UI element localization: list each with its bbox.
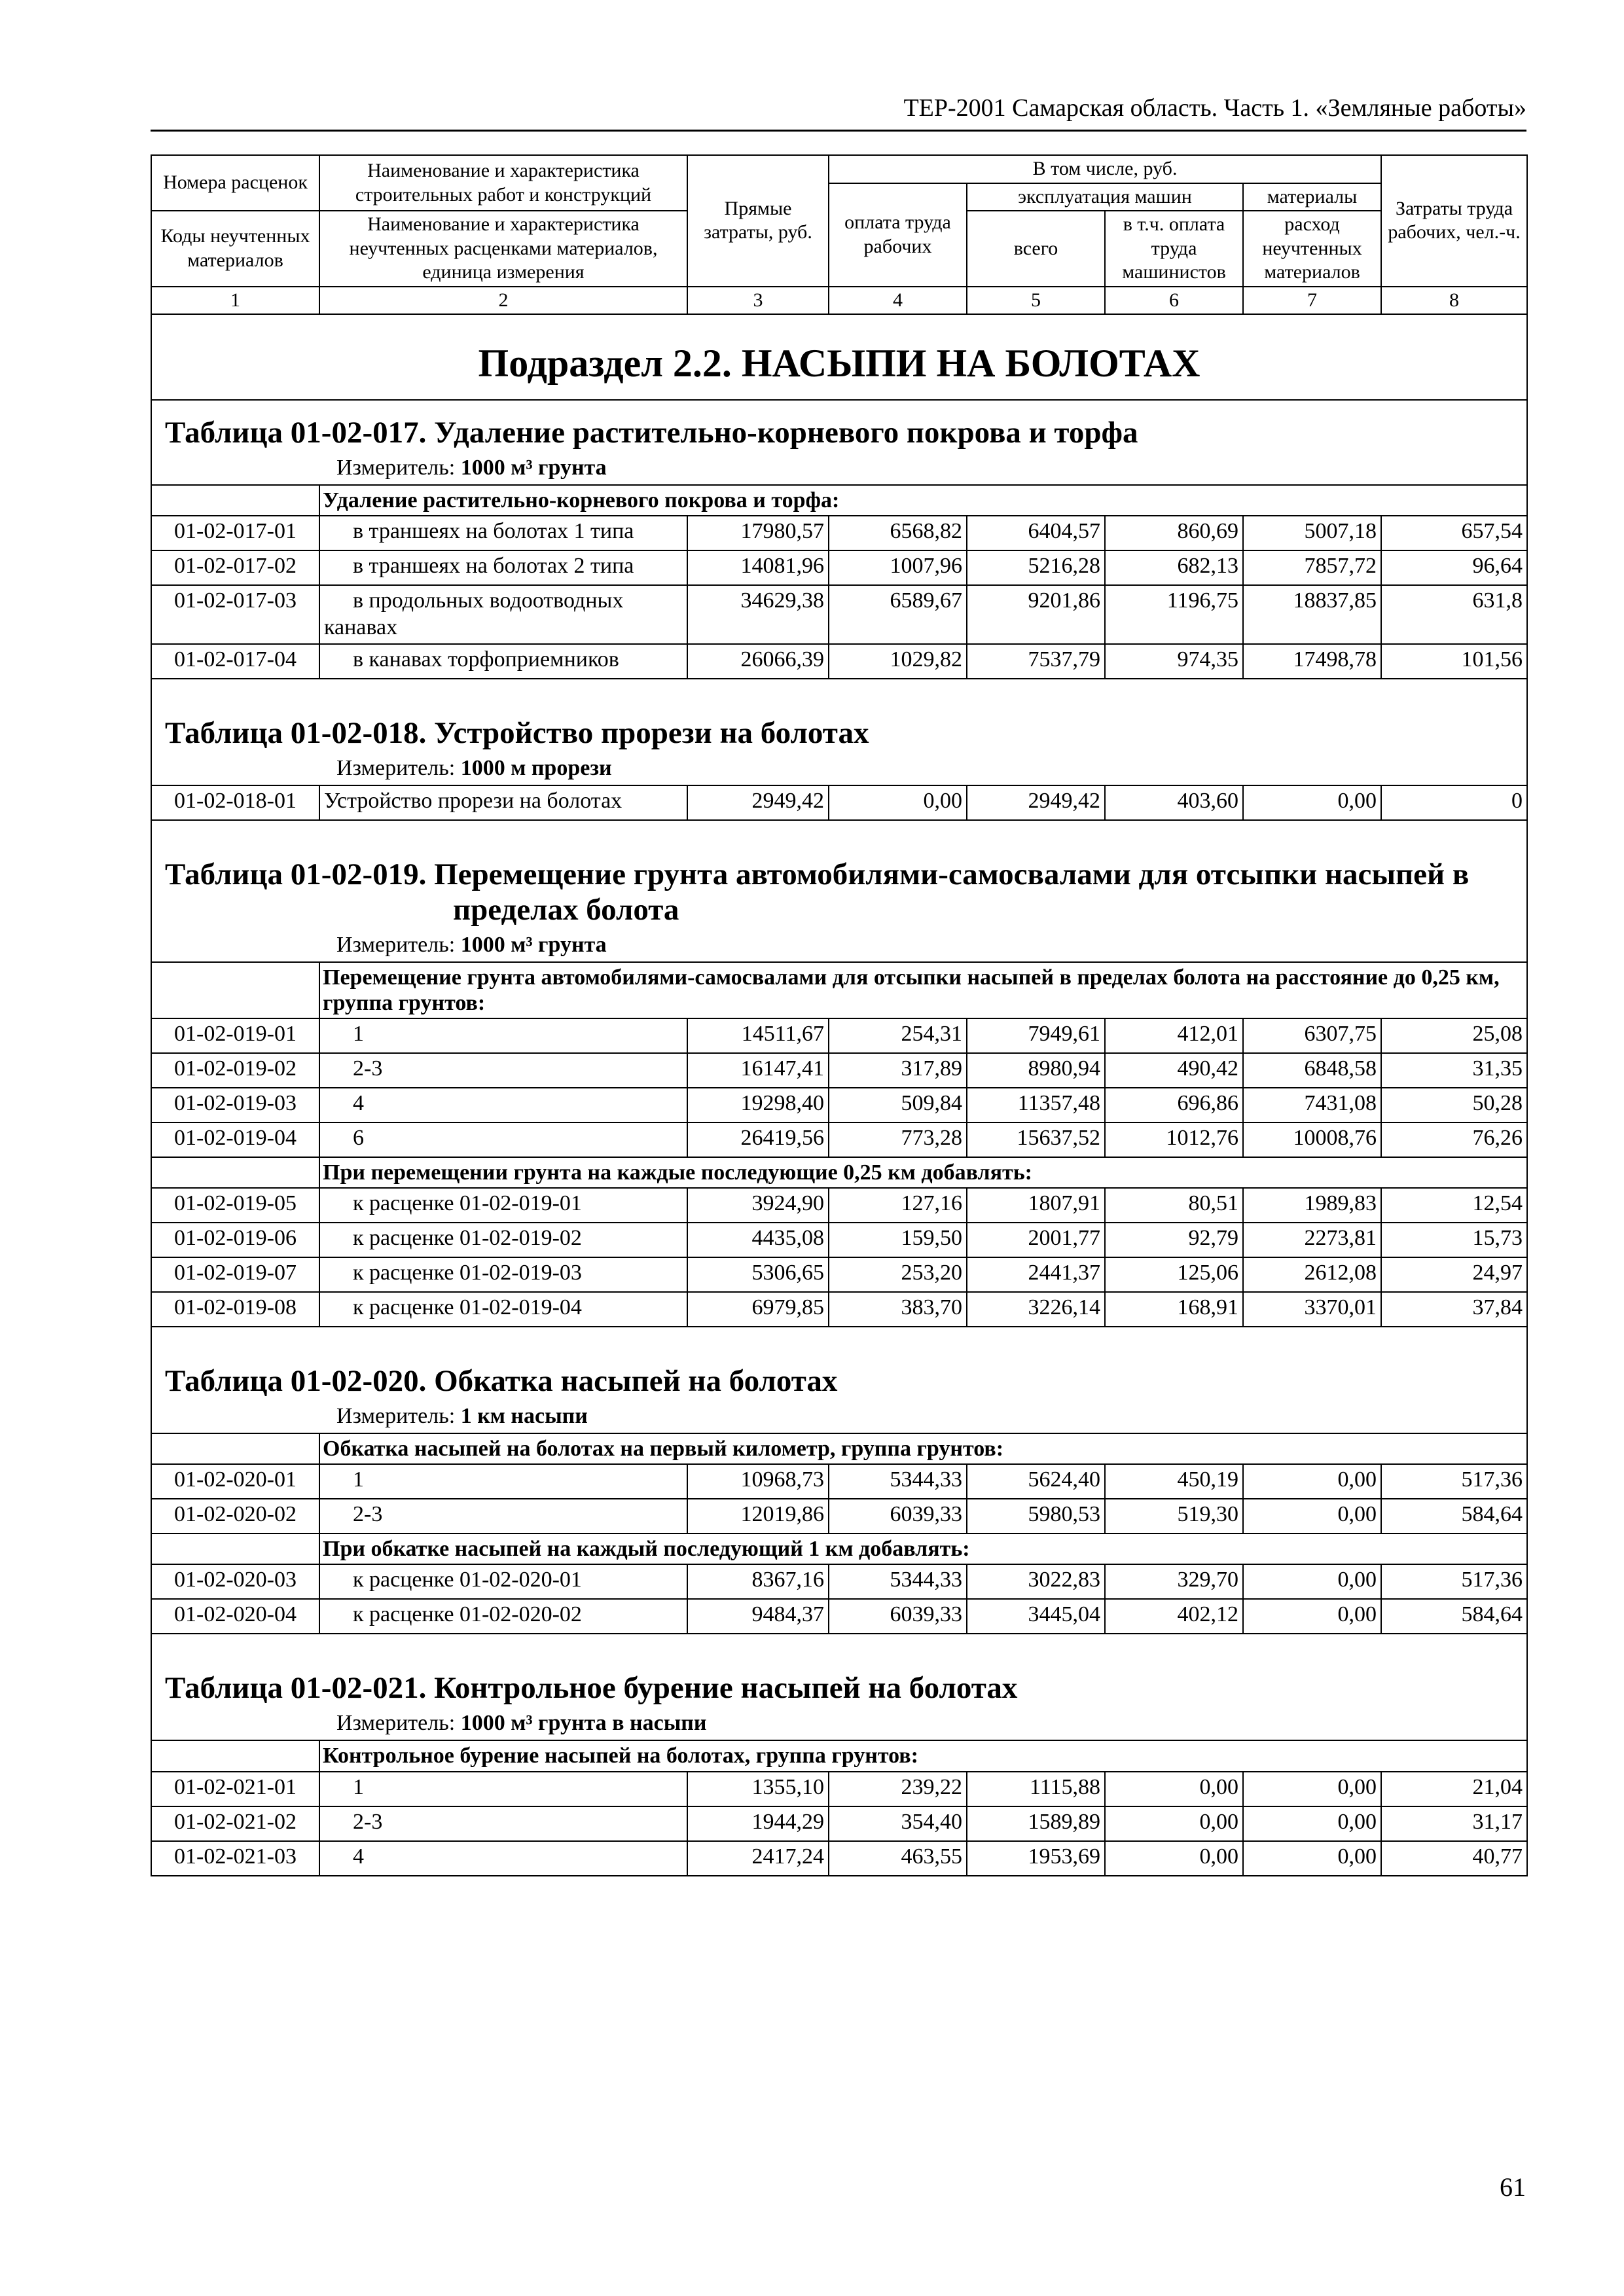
materials-cost: 10008,76 [1243,1122,1381,1157]
table-row [151,1053,1527,1088]
operator-wages: 80,51 [1105,1188,1243,1223]
group-label: Удаление растительно-корневого покрова и торфа: [319,485,1527,516]
rate-code: 01-02-021-01 [151,1772,319,1806]
header-rule [151,130,1526,132]
direct-cost: 12019,86 [687,1499,829,1534]
direct-cost: 3924,90 [687,1188,829,1223]
labor-hours: 25,08 [1381,1018,1527,1053]
operator-wages: 412,01 [1105,1018,1243,1053]
rate-code: 01-02-020-04 [151,1599,319,1634]
meter-row [151,453,1527,485]
operator-wages: 402,12 [1105,1599,1243,1634]
work-name-line: 1 [353,1774,364,1799]
labor-wages: 5344,33 [829,1464,967,1499]
machine-total: 5624,40 [967,1464,1105,1499]
table-title-text: Таблица 01-02-021. Контрольное бурение насыпей на болотах [165,1671,1018,1706]
table-row [151,585,1527,644]
operator-wages: 682,13 [1105,550,1243,585]
work-name-line: 1 [353,1022,364,1047]
materials-cost: 0,00 [1243,1464,1381,1499]
group-row [151,1740,1527,1771]
labor-hours: 96,64 [1381,550,1527,585]
labor-hours: 50,28 [1381,1088,1527,1122]
labor-wages: 509,84 [829,1088,967,1122]
machine-total: 1807,91 [967,1188,1105,1223]
col3-header: Прямые затраты, руб. [687,155,829,287]
machine-total: 2001,77 [967,1223,1105,1257]
rate-code: 01-02-020-03 [151,1564,319,1599]
rate-code: 01-02-019-04 [151,1122,319,1157]
table-row [151,1499,1527,1534]
labor-wages: 317,89 [829,1053,967,1088]
machine-total: 6404,57 [967,516,1105,550]
operator-wages: 92,79 [1105,1223,1243,1257]
empty-cell [151,485,319,516]
materials-cost: 17498,78 [1243,644,1381,679]
labor-hours: 24,97 [1381,1257,1527,1292]
meter-label: Измеритель: [336,1404,456,1429]
work-name [319,1599,687,1634]
rates-table [151,154,1528,1876]
page-number: 61 [1500,2172,1526,2202]
table-title-row [151,679,1527,753]
labor-hours: 657,54 [1381,516,1527,550]
rate-code: 01-02-019-03 [151,1088,319,1122]
section-title: Подраздел 2.2. НАСЫПИ НА БОЛОТАХ [151,314,1527,400]
meter-row [151,1708,1527,1740]
machine-total: 1953,69 [967,1841,1105,1876]
work-name [319,1499,687,1534]
col-number: 2 [319,287,687,314]
machine-total: 2441,37 [967,1257,1105,1292]
work-name-line: к расценке 01-02-019-04 [353,1295,582,1320]
group-row [151,962,1527,1018]
direct-cost: 16147,41 [687,1053,829,1088]
direct-cost: 5306,65 [687,1257,829,1292]
labor-wages: 383,70 [829,1292,967,1327]
labor-hours: 21,04 [1381,1772,1527,1806]
work-name-line: к расценке 01-02-019-01 [353,1191,582,1216]
table-row [151,785,1527,820]
labor-hours: 517,36 [1381,1464,1527,1499]
machine-total: 3022,83 [967,1564,1105,1599]
table-row [151,1088,1527,1122]
table-title [151,400,1527,453]
labor-hours: 101,56 [1381,644,1527,679]
empty-cell [151,1157,319,1188]
work-name [319,1053,687,1088]
col-number: 8 [1381,287,1527,314]
col2-header-bottom: Наименование и характеристика неучтенных расценками материалов, единица измерения [319,211,687,287]
materials-cost: 0,00 [1243,1841,1381,1876]
running-head: ТЕР-2001 Самарская область. Часть 1. «Земляные работы» [903,94,1526,122]
meter-label: Измеритель: [336,755,456,780]
col-number: 5 [967,287,1105,314]
meter-unit: 1000 м прорези [460,755,612,780]
col1-header-top: Номера расценок [151,155,319,211]
machine-total: 15637,52 [967,1122,1105,1157]
work-name [319,1018,687,1053]
labor-hours: 37,84 [1381,1292,1527,1327]
machine-total: 7537,79 [967,644,1105,679]
work-name [319,1564,687,1599]
col-number: 3 [687,287,829,314]
work-name-line: 1 [353,1467,364,1492]
table-title-row [151,1634,1527,1708]
direct-cost: 26419,56 [687,1122,829,1157]
meter-label: Измеритель: [336,1711,456,1736]
meter-unit: 1 км насыпи [460,1404,588,1429]
labor-hours: 12,54 [1381,1188,1527,1223]
labor-hours: 31,35 [1381,1053,1527,1088]
operator-wages: 1012,76 [1105,1122,1243,1157]
direct-cost: 2949,42 [687,785,829,820]
rate-code: 01-02-020-01 [151,1464,319,1499]
table-title [151,679,1527,753]
rate-code: 01-02-021-03 [151,1841,319,1876]
meter-cell [151,1708,1527,1740]
work-name-line: к расценке 01-02-020-01 [353,1568,582,1592]
materials-cost: 3370,01 [1243,1292,1381,1327]
operator-wages: 860,69 [1105,516,1243,550]
table-title [151,820,1527,930]
materials-cost: 7431,08 [1243,1088,1381,1122]
work-name [319,1223,687,1257]
machine-total: 11357,48 [967,1088,1105,1122]
work-name-line: 4 [353,1844,364,1869]
labor-hours: 31,17 [1381,1806,1527,1841]
group-label: Контрольное бурение насыпей на болотах, группа грунтов: [319,1740,1527,1771]
labor-wages: 127,16 [829,1188,967,1223]
col-number: 1 [151,287,319,314]
direct-cost: 14511,67 [687,1018,829,1053]
machine-total: 1589,89 [967,1806,1105,1841]
meter-cell [151,1401,1527,1433]
labor-hours: 584,64 [1381,1499,1527,1534]
operator-wages: 168,91 [1105,1292,1243,1327]
materials-cost: 7857,72 [1243,550,1381,585]
meter-unit: 1000 м³ грунта [460,456,607,480]
work-name [319,516,687,550]
labor-wages: 354,40 [829,1806,967,1841]
work-name [319,1292,687,1327]
meter-unit: 1000 м³ грунта в насыпи [460,1711,707,1736]
rate-code: 01-02-019-01 [151,1018,319,1053]
group-row [151,1534,1527,1564]
work-name-line: 2-3 [353,1809,383,1834]
table-title-row [151,1327,1527,1401]
rate-code: 01-02-017-04 [151,644,319,679]
rate-code: 01-02-018-01 [151,785,319,820]
labor-wages: 6568,82 [829,516,967,550]
work-name [319,550,687,585]
meter-cell [151,930,1527,962]
table-title [151,1634,1527,1708]
rate-code: 01-02-017-01 [151,516,319,550]
materials-cost: 2612,08 [1243,1257,1381,1292]
rate-code: 01-02-019-05 [151,1188,319,1223]
table-row [151,516,1527,550]
table-row [151,1188,1527,1223]
group-label: При обкатке насыпей на каждый последующий 1 км добавлять: [319,1534,1527,1564]
col-number: 6 [1105,287,1243,314]
work-name [319,644,687,679]
materials-cost: 0,00 [1243,1772,1381,1806]
operator-wages: 0,00 [1105,1841,1243,1876]
machines-header: эксплуатация машин [967,183,1243,211]
meter-label: Измеритель: [336,456,456,480]
work-name [319,785,687,820]
work-name [319,585,687,644]
labor-wages: 6589,67 [829,585,967,644]
work-name-line: к расценке 01-02-020-02 [353,1602,582,1627]
rate-code: 01-02-017-02 [151,550,319,585]
labor-wages: 5344,33 [829,1564,967,1599]
direct-cost: 26066,39 [687,644,829,679]
table-row [151,1806,1527,1841]
materials-cost: 5007,18 [1243,516,1381,550]
work-name [319,1464,687,1499]
table-row [151,550,1527,585]
empty-cell [151,1433,319,1464]
empty-cell [151,1740,319,1771]
labor-hours: 76,26 [1381,1122,1527,1157]
operator-wages: 0,00 [1105,1806,1243,1841]
rate-code: 01-02-021-02 [151,1806,319,1841]
labor-wages: 463,55 [829,1841,967,1876]
materials-cost: 6848,58 [1243,1053,1381,1088]
operator-wages: 974,35 [1105,644,1243,679]
table-row [151,1257,1527,1292]
work-name-line: 6 [353,1126,364,1151]
operator-wages: 329,70 [1105,1564,1243,1599]
labor-wages: 6039,33 [829,1599,967,1634]
materials-cost: 1989,83 [1243,1188,1381,1223]
group-label: При перемещении грунта на каждые последующие 0,25 км добавлять: [319,1157,1527,1188]
work-name [319,1122,687,1157]
machine-total: 3226,14 [967,1292,1105,1327]
materials-cost: 0,00 [1243,1499,1381,1534]
meter-label: Измеритель: [336,932,456,957]
labor-wages: 6039,33 [829,1499,967,1534]
work-name-line: 2-3 [353,1502,383,1527]
labor-wages: 239,22 [829,1772,967,1806]
rate-code: 01-02-019-07 [151,1257,319,1292]
work-name-line: в траншеях на болотах 1 типа [353,519,634,544]
work-name [319,1188,687,1223]
table-row [151,1772,1527,1806]
table-row [151,1841,1527,1876]
operator-wages: 490,42 [1105,1053,1243,1088]
labor-hours: 40,77 [1381,1841,1527,1876]
table-title-row [151,820,1527,930]
table-row [151,1599,1527,1634]
direct-cost: 34629,38 [687,585,829,644]
incl-header: В том числе, руб. [829,155,1381,183]
machine-total: 8980,94 [967,1053,1105,1088]
machine-total: 1115,88 [967,1772,1105,1806]
empty-cell [151,962,319,1018]
table-row [151,1223,1527,1257]
materials-cost: 0,00 [1243,1599,1381,1634]
direct-cost: 2417,24 [687,1841,829,1876]
group-label: Обкатка насыпей на болотах на первый километр, группа грунтов: [319,1433,1527,1464]
labor-wages: 773,28 [829,1122,967,1157]
labor-hours: 584,64 [1381,1599,1527,1634]
col1-header-bottom: Коды неучтенных материалов [151,211,319,287]
work-name [319,1806,687,1841]
operator-wages: 519,30 [1105,1499,1243,1534]
labor-wages: 254,31 [829,1018,967,1053]
direct-cost: 4435,08 [687,1223,829,1257]
work-name-line: в канавах торфоприемников [353,647,619,672]
rate-code: 01-02-019-02 [151,1053,319,1088]
direct-cost: 9484,37 [687,1599,829,1634]
col8-header: Затраты труда рабочих, чел.-ч. [1381,155,1527,287]
table-title-row [151,400,1527,453]
operator-wages: 450,19 [1105,1464,1243,1499]
labor-hours: 0 [1381,785,1527,820]
group-label: Перемещение грунта автомобилями-самосвалами для отсыпки насыпей в пределах болота на расстояние до 0,25 км, группа грунтов: [319,962,1527,1018]
direct-cost: 10968,73 [687,1464,829,1499]
rate-code: 01-02-017-03 [151,585,319,644]
direct-cost: 14081,96 [687,550,829,585]
table-row [151,644,1527,679]
rate-code: 01-02-020-02 [151,1499,319,1534]
meter-cell [151,753,1527,785]
operator-wages: 125,06 [1105,1257,1243,1292]
group-row [151,1157,1527,1188]
labor-hours: 631,8 [1381,585,1527,644]
col2-header-top: Наименование и характеристика строительных работ и конструкций [319,155,687,211]
machine-total: 5216,28 [967,550,1105,585]
machine-total: 3445,04 [967,1599,1105,1634]
group-row [151,1433,1527,1464]
direct-cost: 1944,29 [687,1806,829,1841]
labor-wages: 159,50 [829,1223,967,1257]
machine-total: 7949,61 [967,1018,1105,1053]
work-name-line: Устройство прорези на болотах [324,788,623,813]
work-name-line: канавах [324,615,398,639]
work-name-line: 4 [353,1091,364,1116]
work-name [319,1257,687,1292]
table-row [151,1564,1527,1599]
work-name-line: 2-3 [353,1056,383,1081]
work-name-line: в траншеях на болотах 2 типа [353,554,634,579]
machine-total: 9201,86 [967,585,1105,644]
meter-row [151,930,1527,962]
materials-cost: 0,00 [1243,1806,1381,1841]
table-title-text: Таблица 01-02-018. Устройство прорези на болотах [165,715,869,750]
direct-cost: 8367,16 [687,1564,829,1599]
meter-cell [151,453,1527,485]
col5-header: всего [967,211,1105,287]
rate-code: 01-02-019-08 [151,1292,319,1327]
materials-cost: 0,00 [1243,1564,1381,1599]
labor-wages: 0,00 [829,785,967,820]
table-title-text: Таблица 01-02-017. Удаление растительно-корневого покрова и торфа [165,415,1138,450]
meter-row [151,753,1527,785]
group-row [151,485,1527,516]
empty-cell [151,1534,319,1564]
table-row [151,1122,1527,1157]
labor-wages: 1029,82 [829,644,967,679]
work-name [319,1772,687,1806]
operator-wages: 1196,75 [1105,585,1243,644]
table-row [151,1464,1527,1499]
operator-wages: 0,00 [1105,1772,1243,1806]
meter-row [151,1401,1527,1433]
labor-hours: 15,73 [1381,1223,1527,1257]
work-name-line: к расценке 01-02-019-03 [353,1261,582,1285]
table-title-text: Таблица 01-02-020. Обкатка насыпей на болотах [165,1364,838,1399]
table-row [151,1292,1527,1327]
direct-cost: 6979,85 [687,1292,829,1327]
meter-unit: 1000 м³ грунта [460,932,607,957]
direct-cost: 19298,40 [687,1088,829,1122]
materials-cost: 0,00 [1243,785,1381,820]
table-row [151,1018,1527,1053]
labor-wages: 1007,96 [829,550,967,585]
col4-header: оплата труда рабочих [829,183,967,287]
labor-wages: 253,20 [829,1257,967,1292]
col7-header: расход неучтенных материалов [1243,211,1381,287]
col6-header: в т.ч. оплата труда машинистов [1105,211,1243,287]
direct-cost: 1355,10 [687,1772,829,1806]
materials-cost: 18837,85 [1243,585,1381,644]
machine-total: 2949,42 [967,785,1105,820]
materials-header: материалы [1243,183,1381,211]
direct-cost: 17980,57 [687,516,829,550]
labor-hours: 517,36 [1381,1564,1527,1599]
col-number: 7 [1243,287,1381,314]
operator-wages: 403,60 [1105,785,1243,820]
table-title [151,1327,1527,1401]
work-name-line: к расценке 01-02-019-02 [353,1226,582,1251]
col-number: 4 [829,287,967,314]
materials-cost: 6307,75 [1243,1018,1381,1053]
materials-cost: 2273,81 [1243,1223,1381,1257]
work-name [319,1841,687,1876]
rate-code: 01-02-019-06 [151,1223,319,1257]
work-name [319,1088,687,1122]
work-name-line: в продольных водоотводных [353,588,624,613]
machine-total: 5980,53 [967,1499,1105,1534]
operator-wages: 696,86 [1105,1088,1243,1122]
table-title-text: Таблица 01-02-019. Перемещение грунта автомобилями-самосвалами для отсыпки насыпей в пределах болота [165,857,1470,927]
